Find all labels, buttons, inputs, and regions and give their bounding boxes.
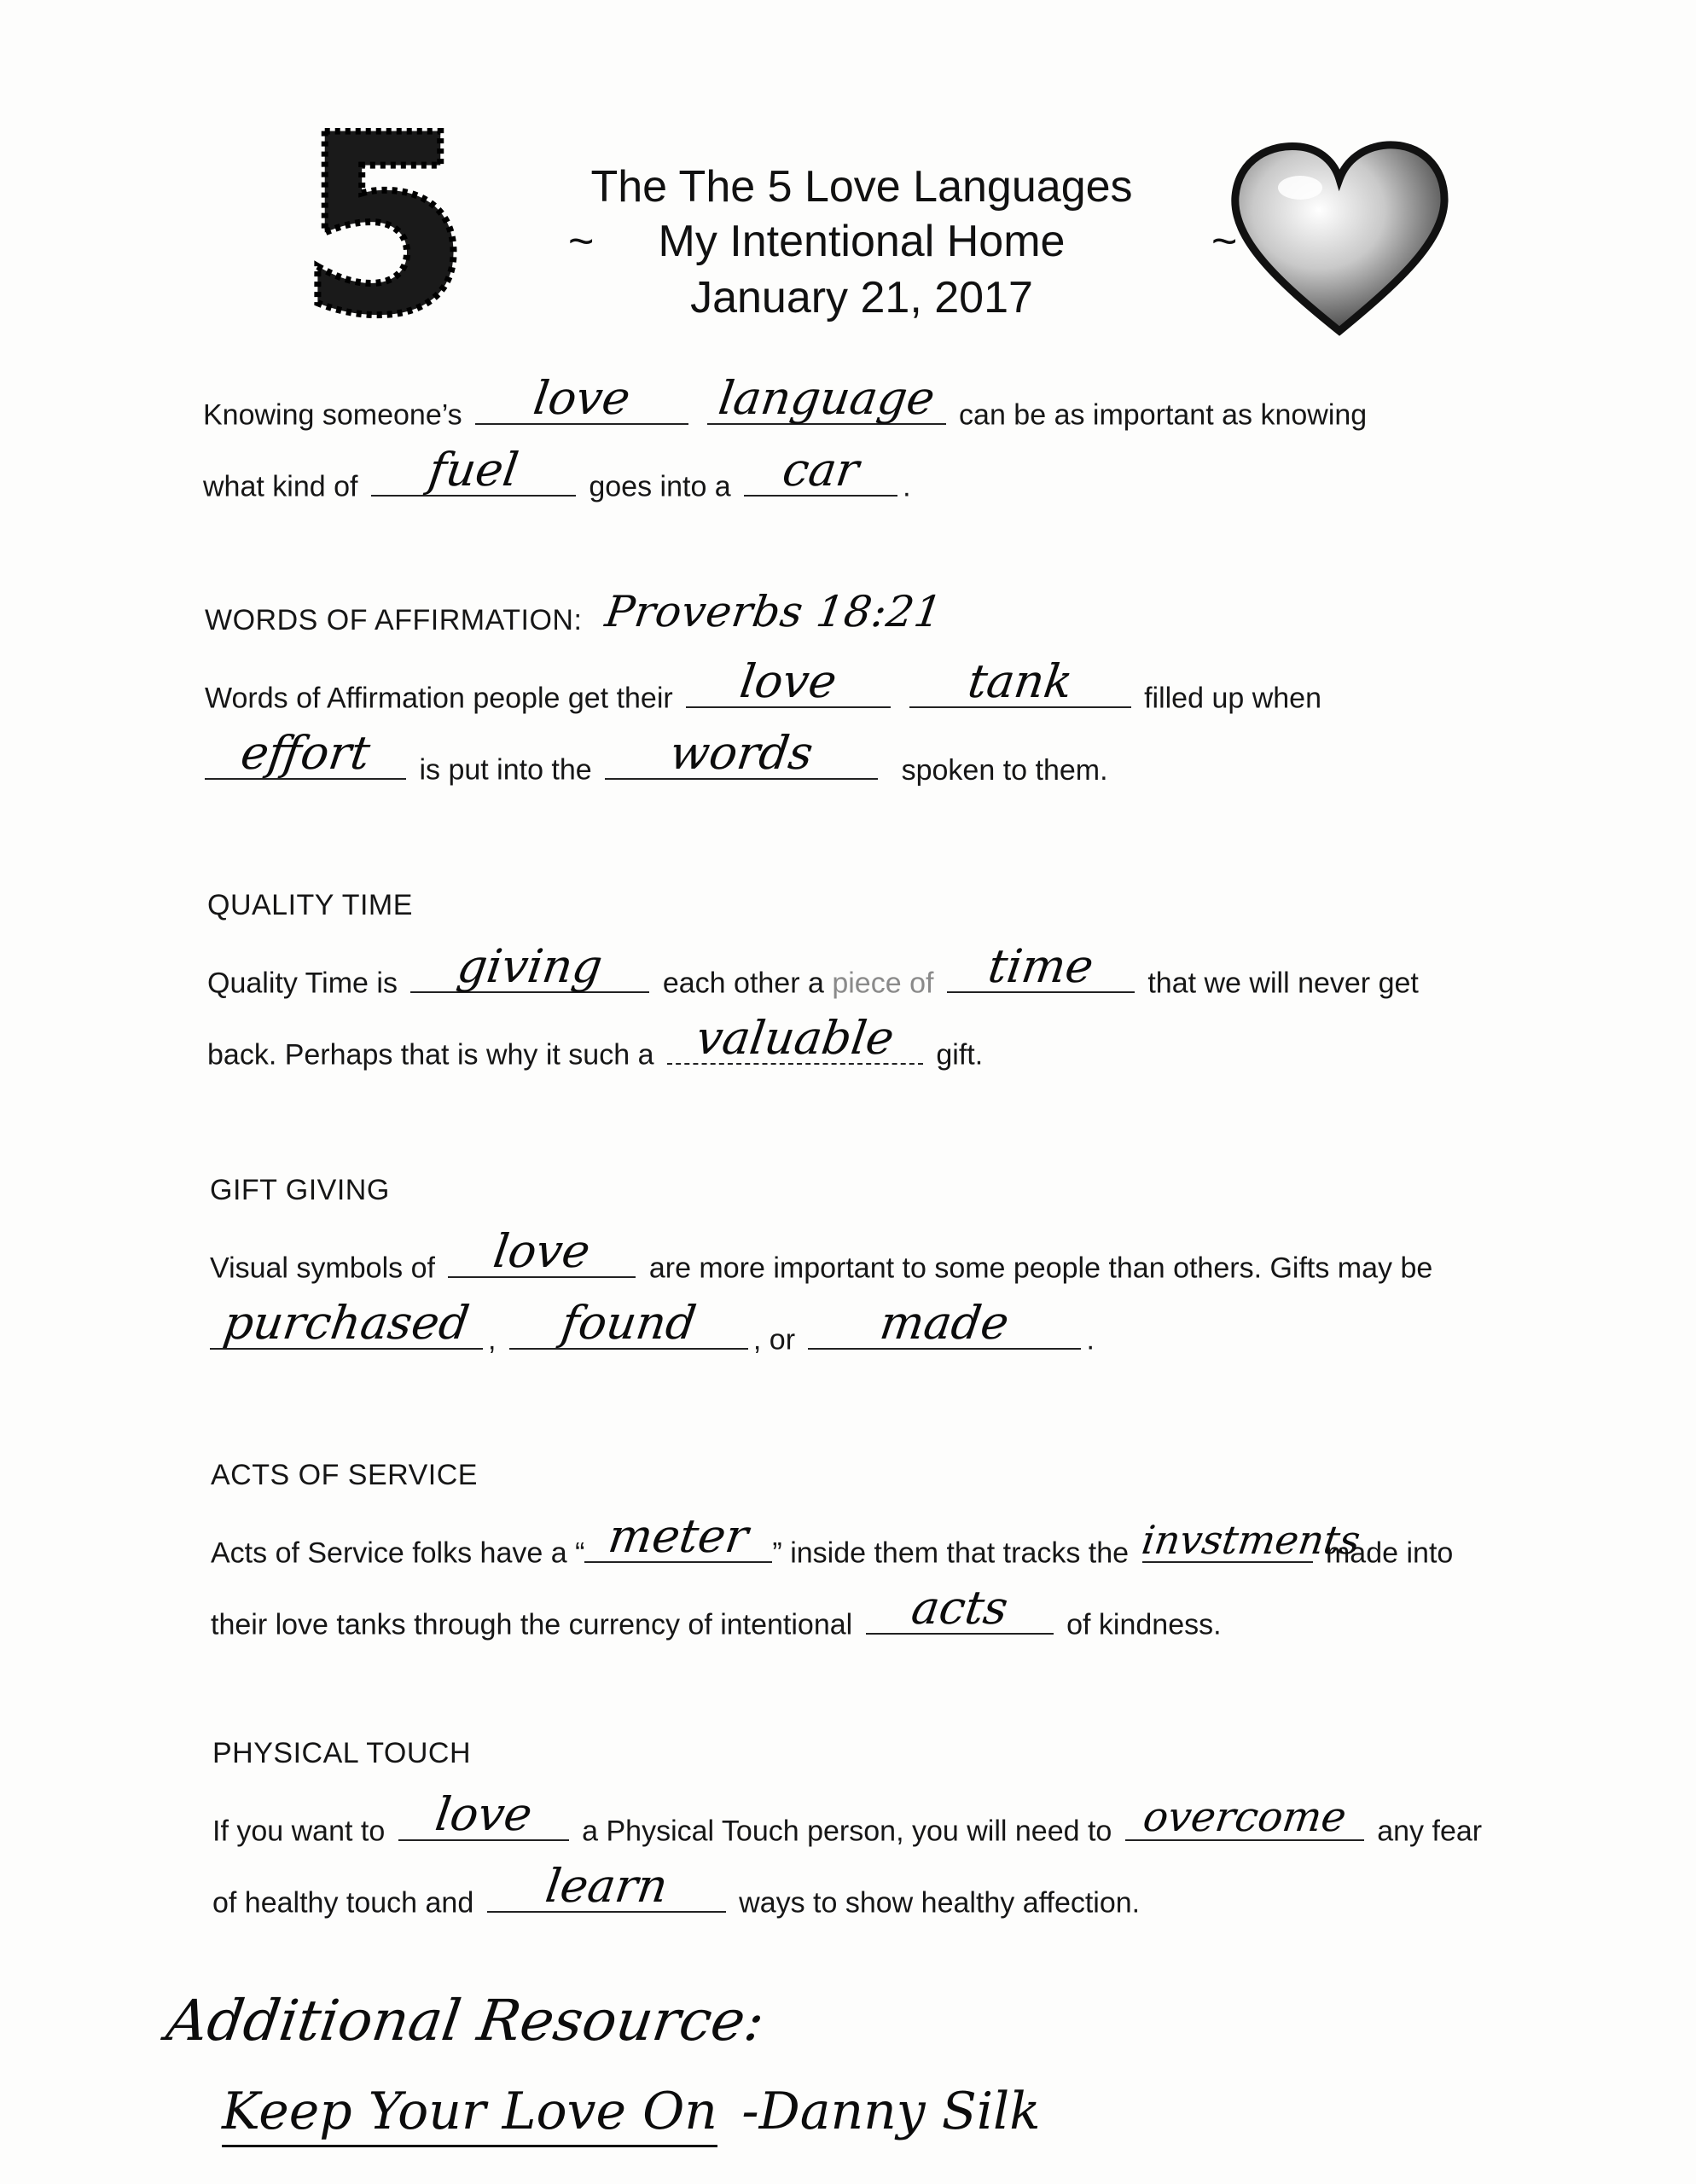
quality-text-b: each other a [662, 967, 824, 1000]
blank-love-3[interactable] [448, 1223, 636, 1278]
touch-line-1 [212, 1786, 1483, 1849]
answer-language: language [715, 370, 938, 425]
acts-text-b: inside them that tracks the [790, 1536, 1130, 1570]
acts-text-c: made into [1325, 1536, 1454, 1570]
blank-tank[interactable] [909, 653, 1131, 708]
intro-text-c: can be as important as knowing [959, 398, 1368, 432]
gift-period: . [1086, 1323, 1095, 1356]
answer-love-2: love [736, 653, 840, 708]
words-line-1 [205, 653, 1321, 716]
heading-words-of-affirmation [205, 587, 946, 637]
answer-giving: giving [454, 938, 607, 993]
answer-made: made [877, 1295, 1013, 1350]
blank-learn[interactable] [487, 1858, 726, 1913]
answer-love-4: love [432, 1786, 536, 1841]
quality-text-c: that we will never get [1147, 967, 1419, 1000]
intro-line-2 [203, 442, 911, 504]
touch-text-b: a Physical Touch person, you will need to [582, 1815, 1112, 1848]
resource-book-line [222, 2082, 1041, 2141]
blank-found[interactable] [509, 1295, 748, 1350]
blank-love-2[interactable] [686, 653, 891, 708]
words-text-d: is put into the [419, 753, 592, 787]
answer-investments: invstments [1138, 1516, 1363, 1563]
quality-line-2 [207, 1010, 984, 1072]
blank-meter[interactable] [584, 1508, 772, 1563]
intro-period: . [903, 470, 911, 503]
answer-acts: acts [908, 1580, 1012, 1635]
intro-text-e: goes into a [589, 470, 731, 503]
heading-words-text: WORDS OF AFFIRMATION: [205, 604, 583, 636]
blank-investments[interactable] [1138, 1516, 1363, 1563]
touch-text-e: ways to show healthy affection. [739, 1886, 1141, 1920]
quality-text-e: gift. [936, 1038, 984, 1072]
intro-text-a: Knowing someone’s [203, 398, 462, 432]
answer-tank: tank [964, 653, 1076, 708]
answer-purchased: purchased [220, 1295, 473, 1350]
title-line-2-text: My Intentional Home [658, 217, 1066, 266]
heading-physical-touch: PHYSICAL TOUCH [212, 1737, 472, 1769]
touch-line-2 [212, 1858, 1141, 1920]
acts-text-e: of kindness. [1066, 1608, 1222, 1641]
heart-icon [1227, 136, 1453, 341]
quality-text-d: back. Perhaps that is why it such a [207, 1038, 654, 1072]
blank-time[interactable] [947, 938, 1135, 993]
blank-valuable[interactable] [667, 1010, 923, 1065]
answer-car: car [779, 442, 863, 497]
answer-learn: learn [542, 1858, 671, 1913]
blank-car[interactable] [744, 442, 897, 497]
additional-resource-label: Additional Resource: [162, 1988, 769, 2053]
heading-gift-giving: GIFT GIVING [210, 1174, 390, 1206]
number-five-logo [290, 128, 486, 324]
touch-text-d: of healthy touch and [212, 1886, 474, 1920]
intro-text-d: what kind of [203, 470, 358, 503]
answer-meter: meter [605, 1508, 752, 1563]
touch-text-c: any fear [1377, 1815, 1483, 1848]
answer-love-3: love [490, 1223, 595, 1278]
answer-love: love [530, 370, 634, 425]
answer-found: found [558, 1295, 700, 1350]
heading-quality-time: QUALITY TIME [207, 889, 413, 921]
title-date: January 21, 2017 [690, 273, 1033, 322]
words-line-2 [205, 725, 1108, 787]
blank-overcome[interactable] [1125, 1792, 1364, 1841]
tilde-left: ~ [568, 217, 595, 266]
quality-text-a: Quality Time is [207, 967, 398, 1000]
answer-fuel: fuel [425, 442, 522, 497]
blank-made[interactable] [808, 1295, 1081, 1350]
answer-valuable: valuable [693, 1010, 897, 1065]
blank-love[interactable] [475, 370, 688, 425]
blank-acts[interactable] [866, 1580, 1054, 1635]
gift-or: , or [752, 1323, 796, 1356]
blank-effort[interactable] [205, 725, 406, 780]
acts-line-2 [211, 1580, 1222, 1642]
blank-language[interactable] [707, 370, 946, 425]
words-text-e: spoken to them. [901, 753, 1108, 787]
acts-text-d: their love tanks through the currency of intentional [211, 1608, 853, 1641]
blank-fuel[interactable] [371, 442, 576, 497]
gift-line-2 [210, 1295, 1095, 1357]
gift-comma-1: , [488, 1323, 497, 1356]
acts-close-quote: ” [772, 1536, 782, 1570]
answer-effort: effort [237, 725, 374, 780]
quality-line-1 [207, 938, 1419, 1001]
answer-words: words [666, 725, 817, 780]
title-line-1: The The 5 Love Languages [590, 162, 1133, 212]
gift-line-1 [210, 1223, 1433, 1286]
blank-love-4[interactable] [398, 1786, 569, 1841]
tilde-right: ~ [1211, 217, 1238, 266]
acts-line-1 [211, 1508, 1454, 1571]
title-line-2 [478, 213, 1246, 270]
blank-purchased[interactable] [210, 1295, 483, 1350]
quality-text-faded: piece of [832, 967, 934, 1000]
touch-text-a: If you want to [212, 1815, 386, 1848]
words-text-a: Words of Affirmation people get their [205, 682, 673, 715]
resource-author: -Danny Silk [741, 2082, 1041, 2141]
blank-giving[interactable] [410, 938, 649, 993]
gift-text-a: Visual symbols of [210, 1252, 435, 1285]
answer-time: time [984, 938, 1097, 993]
blank-words[interactable] [605, 725, 878, 780]
gift-text-b: are more important to some people than others. Gifts may be [648, 1252, 1433, 1285]
svg-text:5: 5 [299, 128, 471, 324]
acts-text-a: Acts of Service folks have a [211, 1536, 567, 1570]
heading-acts-of-service: ACTS OF SERVICE [211, 1459, 478, 1491]
answer-scripture-reference: Proverbs 18:21 [601, 587, 946, 636]
acts-open-quote: “ [575, 1536, 585, 1570]
intro-line-1 [203, 370, 1368, 433]
resource-book-title: Keep Your Love On [222, 2082, 717, 2147]
words-text-c: filled up when [1144, 682, 1321, 715]
answer-overcome: overcome [1140, 1792, 1350, 1841]
